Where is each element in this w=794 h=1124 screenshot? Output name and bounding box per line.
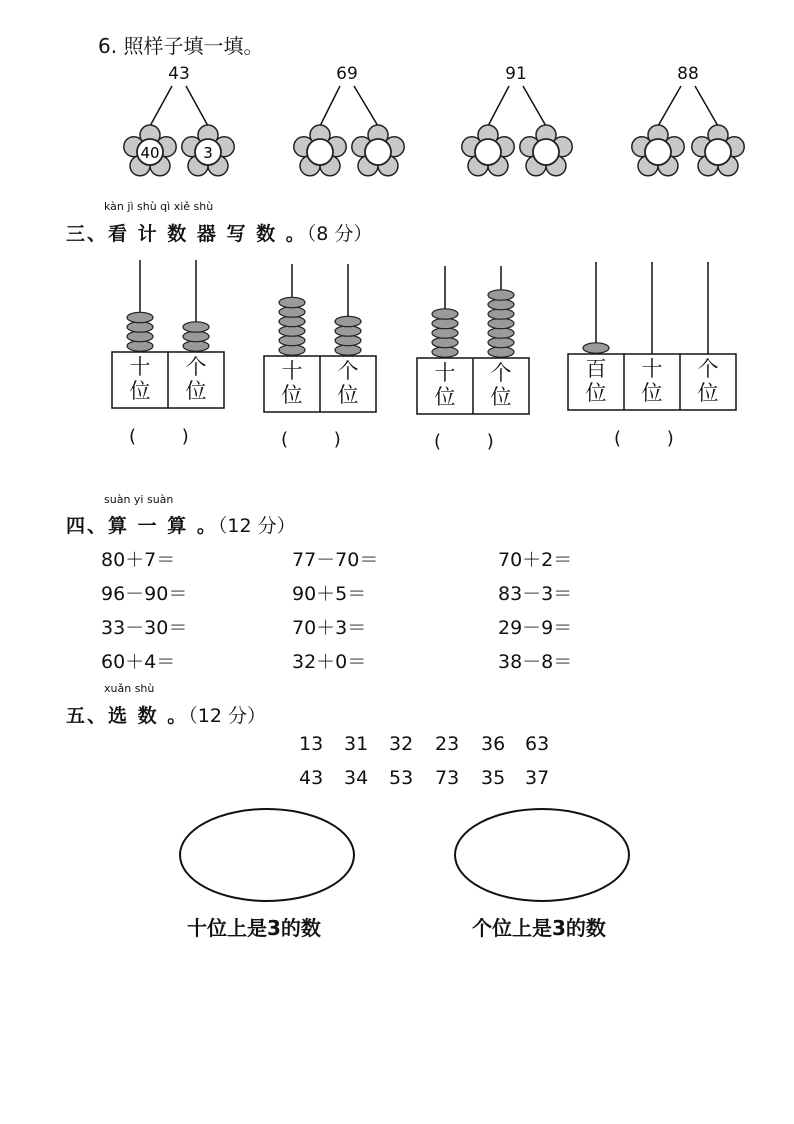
answer-ovals <box>0 800 794 910</box>
choice-number-r2-5[interactable]: 35 <box>481 767 506 789</box>
abacus-layer <box>112 260 736 414</box>
split-top-number-2: 69 <box>336 64 358 84</box>
split-diagram-4 <box>632 86 744 176</box>
abacus-bead <box>279 345 305 355</box>
flower-right-value-1: 3 <box>203 144 213 162</box>
abacus-bead <box>127 312 153 322</box>
abacus-bead <box>488 337 514 347</box>
equation-r4-c3[interactable]: 38－8＝ <box>498 651 573 673</box>
flower-right-3[interactable] <box>520 125 572 176</box>
equation-r1-c1[interactable]: 80＋7＝ <box>101 549 176 571</box>
abacus-place-label: 位 <box>185 379 207 403</box>
abacus-bead <box>335 345 361 355</box>
abacus-bead <box>279 326 305 336</box>
abacus-place-label: 十 <box>434 361 456 385</box>
abacus-place-label: 个 <box>185 355 207 379</box>
choice-number-r1-1[interactable]: 13 <box>299 733 324 755</box>
abacus-bead <box>335 335 361 345</box>
equation-r3-c2[interactable]: 70＋3＝ <box>292 617 367 639</box>
split-diagram-1 <box>124 86 234 176</box>
abacus-2 <box>264 264 376 412</box>
abacus-place-label: 个 <box>490 361 512 385</box>
abacus-bead <box>583 343 609 353</box>
abacus-bead <box>279 316 305 326</box>
number-split-diagrams <box>0 0 794 190</box>
choice-number-r1-5[interactable]: 36 <box>481 733 506 755</box>
split-diagram-3 <box>462 86 572 176</box>
abacus-place-label: 十 <box>129 355 151 379</box>
choice-number-r1-3[interactable]: 32 <box>389 733 414 755</box>
abacus-bead <box>335 326 361 336</box>
abacus-bead <box>279 335 305 345</box>
abacus-place-label: 位 <box>641 381 663 405</box>
choice-number-r2-3[interactable]: 53 <box>389 767 414 789</box>
equation-r1-c2[interactable]: 77－70＝ <box>292 549 379 571</box>
abacus-bead <box>488 347 514 357</box>
choice-number-r1-4[interactable]: 23 <box>435 733 460 755</box>
equation-r2-c2[interactable]: 90＋5＝ <box>292 583 367 605</box>
abacus-bead <box>127 322 153 332</box>
abacus-answer-1[interactable]: ( ) <box>129 426 189 447</box>
flower-left-value-1: 40 <box>140 144 160 162</box>
abacus-bead <box>432 309 458 319</box>
abacus-place-label: 十 <box>641 357 663 381</box>
abacus-place-label: 十 <box>281 359 303 383</box>
split-diagram-2 <box>294 86 404 176</box>
abacus-bead <box>335 316 361 326</box>
split-top-number-3: 91 <box>505 64 527 84</box>
section-3-score: （8 分） <box>306 223 373 245</box>
abacus-place-label: 位 <box>490 385 512 409</box>
ones-three-oval[interactable] <box>455 809 629 901</box>
equation-r3-c1[interactable]: 33－30＝ <box>101 617 188 639</box>
section-5-title-text: 五、选 数 。 <box>66 705 189 727</box>
abacus-place-label: 个 <box>337 359 359 383</box>
flower-right-2[interactable] <box>352 125 404 176</box>
abacus-bead <box>488 318 514 328</box>
ones-three-label: 个位上是3的数 <box>472 916 606 940</box>
section-5-score: （12 分） <box>188 705 266 727</box>
equation-r2-c1[interactable]: 96－90＝ <box>101 583 188 605</box>
tens-three-label: 十位上是3的数 <box>187 916 321 940</box>
section-5-pinyin: xuǎn shù <box>104 682 155 695</box>
section-4-title <box>66 511 296 538</box>
tens-three-oval[interactable] <box>180 809 354 901</box>
section-3-pinyin: kàn jì shù qì xiě shù <box>104 200 214 213</box>
abacus-bead <box>183 331 209 341</box>
abacus-bead <box>488 290 514 300</box>
abacus-bead <box>432 328 458 338</box>
section-3-title-text: 三、看 计 数 器 写 数 。 <box>66 223 307 245</box>
equation-r2-c3[interactable]: 83－3＝ <box>498 583 573 605</box>
section-4-title-text: 四、算 一 算 。 <box>66 515 218 537</box>
abacus-bead <box>432 347 458 357</box>
choice-number-r1-6[interactable]: 63 <box>525 733 550 755</box>
abacus-bead <box>183 341 209 351</box>
section-3-title <box>66 219 372 246</box>
abacus-bead <box>279 297 305 307</box>
abacus-diagrams <box>0 250 794 430</box>
choice-number-r2-2[interactable]: 34 <box>344 767 369 789</box>
abacus-place-label: 个 <box>697 357 719 381</box>
abacus-place-label: 位 <box>697 381 719 405</box>
abacus-place-label: 位 <box>129 379 151 403</box>
abacus-bead <box>183 322 209 332</box>
abacus-place-label: 位 <box>434 385 456 409</box>
flower-left-3[interactable] <box>462 125 514 176</box>
question-6-title: 6. 照样子填一填。 <box>98 34 264 58</box>
abacus-bead <box>488 309 514 319</box>
flower-left-2[interactable] <box>294 125 346 176</box>
abacus-bead <box>127 341 153 351</box>
abacus-place-label: 位 <box>281 383 303 407</box>
equation-r3-c3[interactable]: 29－9＝ <box>498 617 573 639</box>
choice-number-r2-1[interactable]: 43 <box>299 767 324 789</box>
choice-number-r1-2[interactable]: 31 <box>344 733 369 755</box>
abacus-bead <box>432 318 458 328</box>
section-5-title <box>66 701 266 728</box>
abacus-bead <box>488 328 514 338</box>
section-4-score: （12 分） <box>217 515 296 537</box>
equation-r4-c2[interactable]: 32＋0＝ <box>292 651 367 673</box>
equation-r4-c1[interactable]: 60＋4＝ <box>101 651 176 673</box>
abacus-3 <box>417 266 529 414</box>
abacus-bead <box>488 299 514 309</box>
choice-number-r2-4[interactable]: 73 <box>435 767 460 789</box>
abacus-bead <box>127 331 153 341</box>
equation-r1-c3[interactable]: 70＋2＝ <box>498 549 573 571</box>
choice-number-r2-6[interactable]: 37 <box>525 767 550 789</box>
abacus-bead <box>432 337 458 347</box>
abacus-answer-4[interactable]: ( ) <box>614 428 674 449</box>
abacus-place-label: 位 <box>337 383 359 407</box>
abacus-answer-2[interactable]: ( ) <box>281 429 341 450</box>
abacus-place-label: 位 <box>585 381 607 405</box>
abacus-answer-3[interactable]: ( ) <box>434 431 494 452</box>
flower-right-4[interactable] <box>692 125 744 176</box>
abacus-bead <box>279 307 305 317</box>
abacus-4 <box>568 262 736 410</box>
abacus-1 <box>112 260 224 408</box>
split-top-number-1: 43 <box>168 64 190 84</box>
split-top-number-4: 88 <box>677 64 699 84</box>
flower-left-4[interactable] <box>632 125 684 176</box>
section-4-pinyin: suàn yi suàn <box>104 493 174 506</box>
abacus-place-label: 百 <box>585 357 607 381</box>
